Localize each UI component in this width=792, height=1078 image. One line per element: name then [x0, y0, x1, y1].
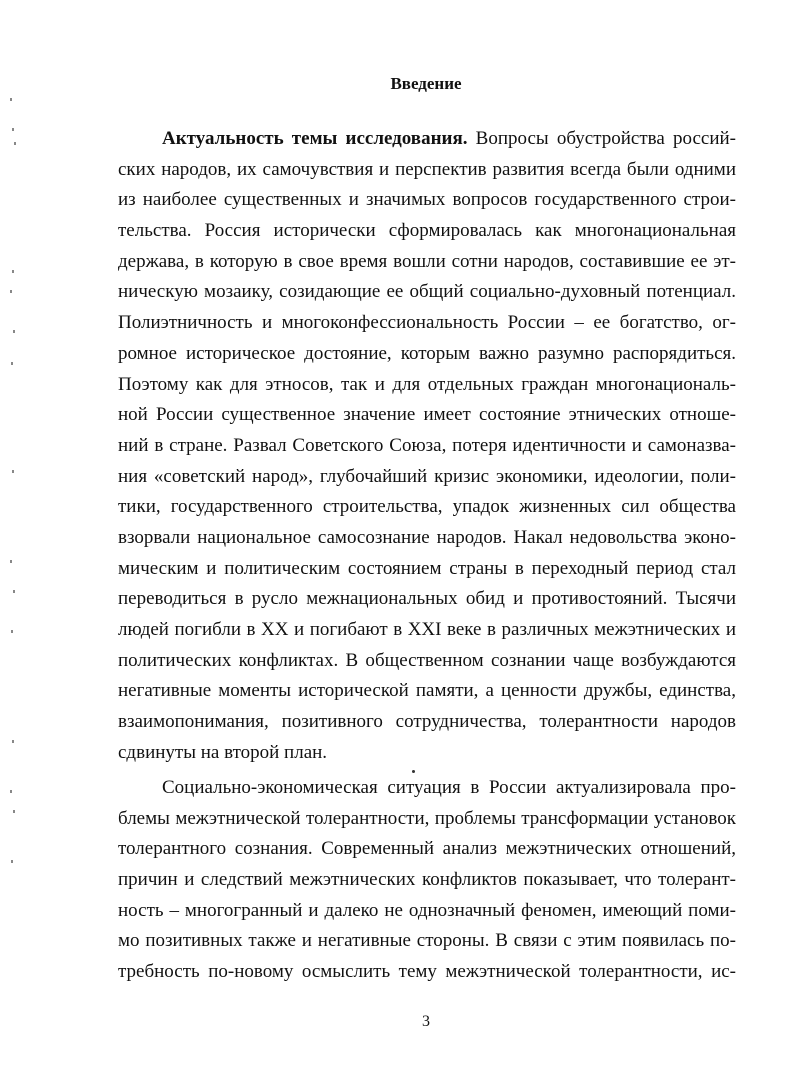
text-line: ромное историческое достояние, которым важно разумно распорядиться. [118, 342, 736, 364]
text-line-content: Вопросы обустройства россий- [467, 128, 736, 149]
text-line: Поэтому как для этносов, так и для отдельных граждан многонациональ- [118, 373, 736, 395]
text-line: требность по-новому осмыслить тему межэтнической толерантности, ис- [118, 961, 736, 983]
text-line: негативные моменты исторической памяти, а ценности дружбы, единства, [118, 680, 736, 702]
text-line: Полиэтничность и многоконфессиональность России – ее богатство, ог- [118, 312, 736, 334]
text-line: из наиболее существенных и значимых вопросов государственного строи- [118, 189, 736, 211]
text-line: переводиться в русло межнациональных обид и противостояний. Тысячи [118, 588, 736, 610]
text-line: тики, государственного строительства, упадок жизненных сил общества [118, 496, 736, 518]
text-line: политических конфликтах. В общественном сознании чаще возбуждаются [118, 649, 736, 671]
paragraph-socioeconomic [118, 773, 736, 988]
text-line: ническую мозаику, созидающие ее общий социально-духовный потенциал. [118, 281, 736, 303]
text-line: тельства. Россия исторически сформировалась как многонациональная [118, 220, 736, 242]
text-line: людей погибли в XX и погибают в XXI веке в различных межэтнических и [118, 619, 736, 640]
text-line: толерантного сознания. Современный анализ межэтнических отношений, [118, 838, 736, 860]
text-line: ной России существенное значение имеет состояние этнических отноше- [118, 404, 736, 426]
section-heading: Введение [390, 74, 462, 93]
page-number: 3 [422, 1013, 430, 1030]
text-line: сдвинуты на второй план. [118, 741, 328, 763]
text-line: ность – многогранный и далеко не однозначный феномен, имеющий поми- [118, 899, 736, 921]
text-line: Социально-экономическая ситуация в России актуализировала про- [162, 777, 736, 798]
lead-phrase: Актуальность темы исследования. [162, 128, 468, 149]
text-line: держава, в которую в свое время вошли сотни народов, составившие ее эт- [118, 250, 736, 272]
text-line: ния «советский народ», глубочайший кризис экономики, идеологии, поли- [118, 465, 736, 487]
text-line: блемы межэтнической толерантности, проблемы трансформации установок [118, 807, 736, 829]
text-line [118, 124, 736, 155]
text-line: взорвали национальное самосознание народов. Накал недовольства эконо- [118, 526, 736, 548]
text-line: причин и следствий межэтнических конфликтов показывает, что толерант- [118, 869, 736, 891]
paragraph-relevance [118, 124, 736, 768]
text-line: мическим и политическим состоянием страны в переходный период стал [118, 557, 736, 579]
text-line: взаимопонимания, позитивного сотрудничества, толерантности народов [118, 711, 736, 733]
text-line: ских народов, их самочувствия и перспектив развития всегда были одними [118, 158, 736, 180]
text-line: мо позитивных также и негативные стороны. В связи с этим появилась по- [118, 930, 736, 952]
text-line: ний в стране. Развал Советского Союза, потеря идентичности и самоназва- [118, 434, 736, 456]
scan-margin-artifacts [4, 90, 18, 890]
